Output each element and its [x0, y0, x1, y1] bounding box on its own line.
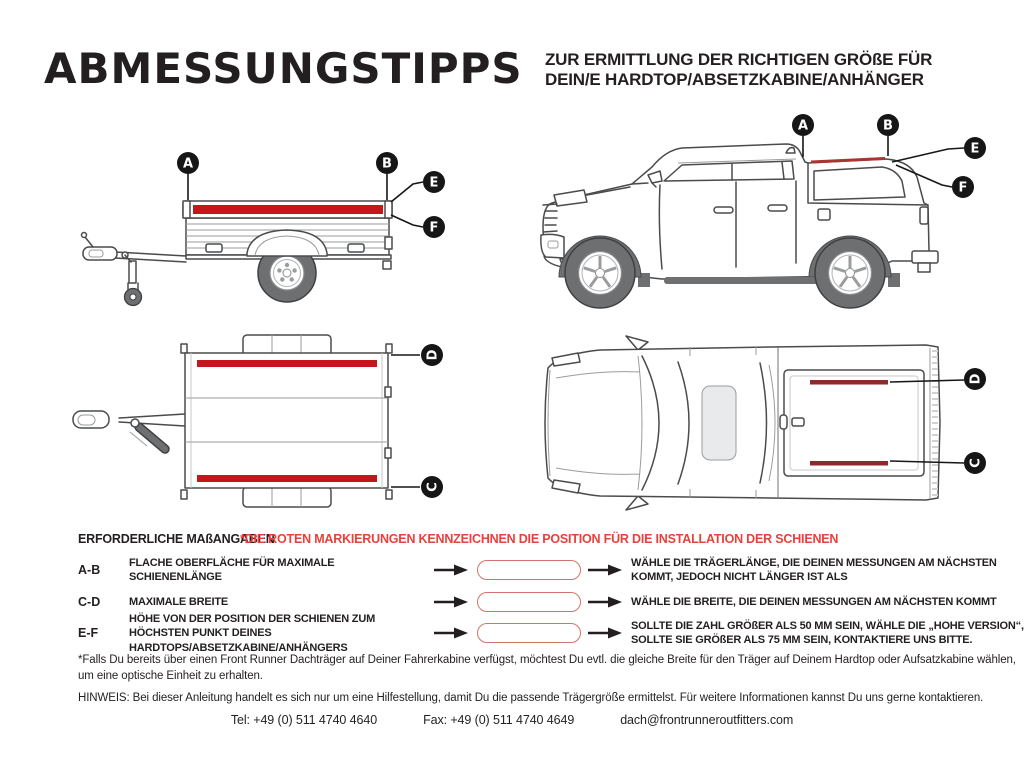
svg-text:A: A — [797, 118, 809, 134]
arrow-right-icon — [588, 564, 622, 576]
svg-text:B: B — [382, 156, 392, 172]
svg-text:D: D — [968, 373, 984, 385]
contact-footer — [0, 713, 1024, 727]
footer-fax: Fax: +49 (0) 511 4740 4649 — [423, 713, 575, 727]
measurement-input-cd[interactable] — [477, 592, 581, 612]
trailer-top-view-diagram — [35, 330, 475, 515]
measurement-description: HÖHE VON DER POSITION DER SCHIENEN ZUM HÖCHSTEN PUNKT DEINES HARDTOPS/ABSETZKABINE/ANHÄNGERS — [129, 613, 376, 654]
measurement-key: C-D — [78, 595, 101, 609]
measurement-result: WÄHLE DIE TRÄGERLÄNGE, DIE DEINEN MESSUNGEN AM NÄCHSTEN KOMMT, JEDOCH NICHT LÄNGER IST ALS — [631, 556, 997, 583]
trailer-top-markers — [391, 344, 443, 498]
footer-tel: Tel: +49 (0) 511 4740 4640 — [230, 713, 378, 727]
arrow-right-icon — [434, 596, 468, 608]
measurement-result: WÄHLE DIE BREITE, DIE DEINEN MESSUNGEN AM NÄCHSTEN KOMMT — [631, 595, 997, 608]
asterisk-footnote: *Falls Du bereits über einen Front Runner Dachträger auf Deiner Fahrerkabine verfügst, möchtest Du evtl. die gleiche Breite für den Träger auf Deinem Hardtop oder Aufsatzkabine wählen, um eine optische Einheit zu erhalten. — [78, 654, 1016, 683]
svg-text:F: F — [958, 180, 968, 196]
rail-position-stripe — [193, 205, 383, 214]
svg-text:E: E — [429, 175, 439, 191]
svg-text:A: A — [182, 156, 194, 172]
svg-text:B: B — [883, 118, 893, 134]
rail-position-stripe — [810, 380, 888, 385]
arrow-right-icon — [588, 627, 622, 639]
measurement-result: SOLLTE DIE ZAHL GRÖßER ALS 50 MM SEIN, WÄHLE DIE „HOHE VERSION“, SOLLTE SIE GRÖßER ALS 75 MM SEIN, KONTAKTIERE UNS BITTE. — [631, 620, 1024, 647]
measurement-description: FLACHE OBERFLÄCHE FÜR MAXIMALE SCHIENENLÄNGE — [129, 556, 335, 583]
truck-top-drawing — [545, 336, 940, 510]
svg-text:E: E — [970, 141, 980, 157]
trailer-top-drawing — [73, 335, 392, 507]
subtitle-line-1: ZUR ERMITTLUNG DER RICHTIGEN GRÖßE FÜR — [545, 50, 933, 69]
trailer-side-drawing — [82, 201, 393, 306]
truck-side-drawing — [541, 144, 938, 308]
arrow-right-icon — [434, 564, 468, 576]
rail-position-stripe — [197, 360, 377, 367]
measurement-key: A-B — [78, 563, 101, 577]
measurement-input-ef[interactable] — [477, 623, 581, 643]
subtitle-line-2: DEIN/E HARDTOP/ABSETZKABINE/ANHÄNGER — [545, 70, 924, 90]
svg-text:F: F — [429, 220, 439, 236]
hinweis-footnote: HINWEIS: Bei dieser Anleitung handelt es sich nur um eine Hilfestellung, damit Du die passende Trägergröße ermittelst. Für weitere Informationen kannst Du uns gerne kontaktieren. — [78, 692, 984, 704]
measurements-heading: ERFORDERLICHE MAßANGABEN — [78, 532, 275, 546]
measurement-row-ab — [78, 552, 1024, 588]
arrow-right-icon — [588, 596, 622, 608]
page-title: ABMESSUNGSTIPPS — [44, 44, 523, 93]
svg-text:C: C — [968, 458, 984, 468]
trailer-side-view-diagram — [35, 125, 475, 325]
svg-text:C: C — [425, 482, 441, 492]
footer-email: dach@frontrunneroutfitters.com — [620, 713, 794, 727]
measurement-input-ab[interactable] — [477, 560, 581, 580]
measurement-key: E-F — [78, 626, 99, 641]
measurement-description: MAXIMALE BREITE — [129, 595, 229, 608]
truck-side-view-diagram — [530, 105, 1010, 315]
truck-top-view-diagram — [530, 330, 1010, 515]
rail-position-stripe — [810, 461, 888, 466]
page-subtitle — [545, 50, 932, 91]
rail-position-stripe — [197, 475, 377, 482]
arrow-right-icon — [434, 627, 468, 639]
svg-text:D: D — [425, 349, 441, 361]
measurement-row-ef — [78, 612, 1024, 652]
red-markings-note: *DIE ROTEN MARKIERUNGEN KENNZEICHNEN DIE POSITION FÜR DIE INSTALLATION DER SCHIENEN — [240, 532, 839, 546]
